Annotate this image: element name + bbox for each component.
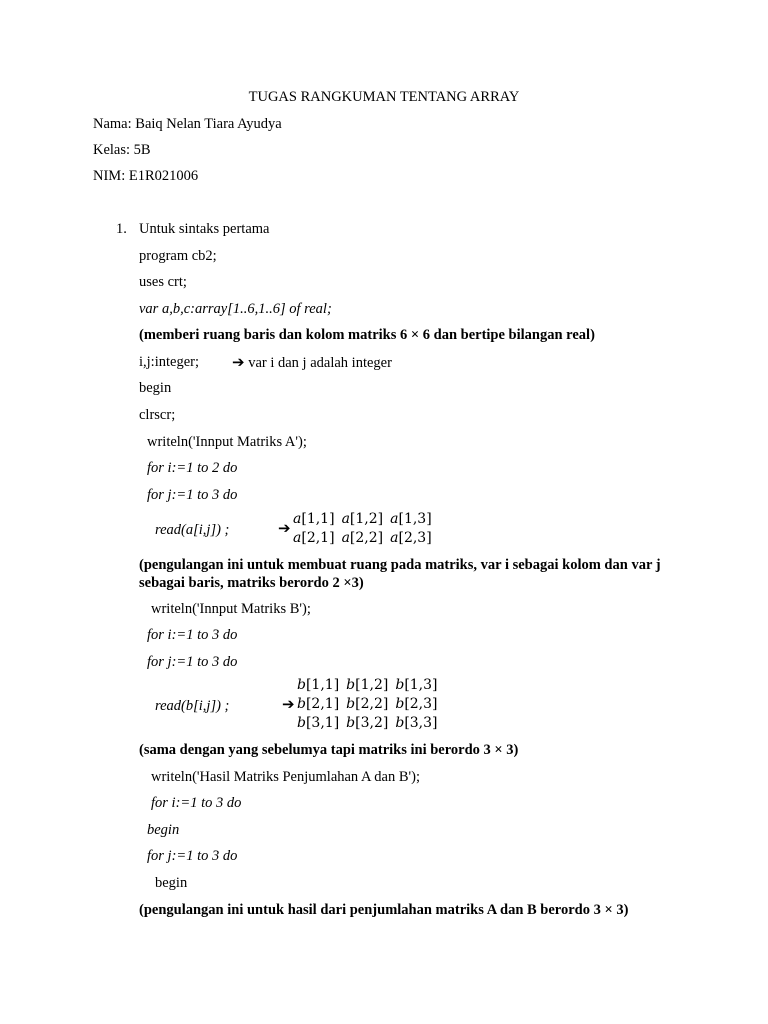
matrix-cell: b[1,2] [346,677,389,693]
matrix-cell: a[1,1] [293,511,335,527]
code-line: for i:=1 to 3 do [147,627,238,643]
matrix-cell: a[1,3] [390,511,432,527]
matrix-cell: a[2,2] [341,530,384,546]
matrix-cell: b[2,3] [395,696,438,712]
matrix-b [297,676,445,733]
code-line: begin [147,822,180,838]
arrow-right-icon: ➔ [278,519,291,537]
code-line: for j:=1 to 3 do [147,848,238,864]
explanation-note: (memberi ruang baris dan kolom matriks 6 × 6 dan bertipe bilangan real) [139,327,595,343]
student-class: Kelas: 5B [93,142,151,158]
matrix-cell: a[2,3] [390,530,432,546]
page-title: TUGAS RANGKUMAN TENTANG ARRAY [248,89,520,105]
code-line: for i:=1 to 3 do [151,795,242,811]
matrix-cell: b[2,1] [297,696,340,712]
code-line: i,j:integer; [139,354,199,370]
matrix-row [293,529,439,548]
annotation-text: var i dan j adalah integer [248,355,392,371]
explanation-note: (pengulangan ini untuk membuat ruang pada matriks, var i sebagai kolom dan var j sebagai baris, matriks berordo 2 ×3) [139,557,661,591]
list-item-heading: Untuk sintaks pertama [139,221,270,237]
matrix-cell: a[2,1] [293,530,335,546]
matrix-row [297,714,445,733]
matrix-row [293,510,439,529]
matrix-cell: b[1,1] [297,677,340,693]
matrix-cell: b[3,2] [346,715,389,731]
code-line: program cb2; [139,248,217,264]
student-name: Nama: Baiq Nelan Tiara Ayudya [93,116,282,132]
code-line: read(b[i,j]) ; [155,698,230,714]
student-nim: NIM: E1R021006 [93,168,199,184]
code-line: for i:=1 to 2 do [147,460,238,476]
code-line: for j:=1 to 3 do [147,487,238,503]
code-line: writeln('Innput Matriks A'); [147,434,307,450]
code-line: var a,b,c:array[1..6,1..6] of real; [139,301,332,317]
matrix-cell: b[1,3] [395,677,438,693]
matrix-cell: b[2,2] [346,696,389,712]
code-line: begin [155,875,188,891]
matrix-cell: b[3,1] [297,715,340,731]
list-item-number: 1. [116,221,127,237]
explanation-note: (sama dengan yang sebelumya tapi matriks ini berordo 3 × 3) [139,742,519,758]
matrix-cell: a[1,2] [341,511,384,527]
matrix-row [297,695,445,714]
matrix-cell: b[3,3] [395,715,438,731]
explanation-note: (pengulangan ini untuk hasil dari penjumlahan matriks A dan B berordo 3 × 3) [139,902,629,918]
arrow-right-icon: ➔ [232,353,245,371]
code-line: writeln('Innput Matriks B'); [151,601,311,617]
code-line: begin [139,380,172,396]
code-line: uses crt; [139,274,187,290]
arrow-right-icon: ➔ [282,695,295,713]
code-line: clrscr; [139,407,176,423]
code-line: read(a[i,j]) ; [155,522,230,538]
inline-annotation [232,353,392,372]
matrix-a [293,510,439,548]
code-line: for j:=1 to 3 do [147,654,238,670]
code-line: writeln('Hasil Matriks Penjumlahan A dan B'); [151,769,421,785]
matrix-row [297,676,445,695]
